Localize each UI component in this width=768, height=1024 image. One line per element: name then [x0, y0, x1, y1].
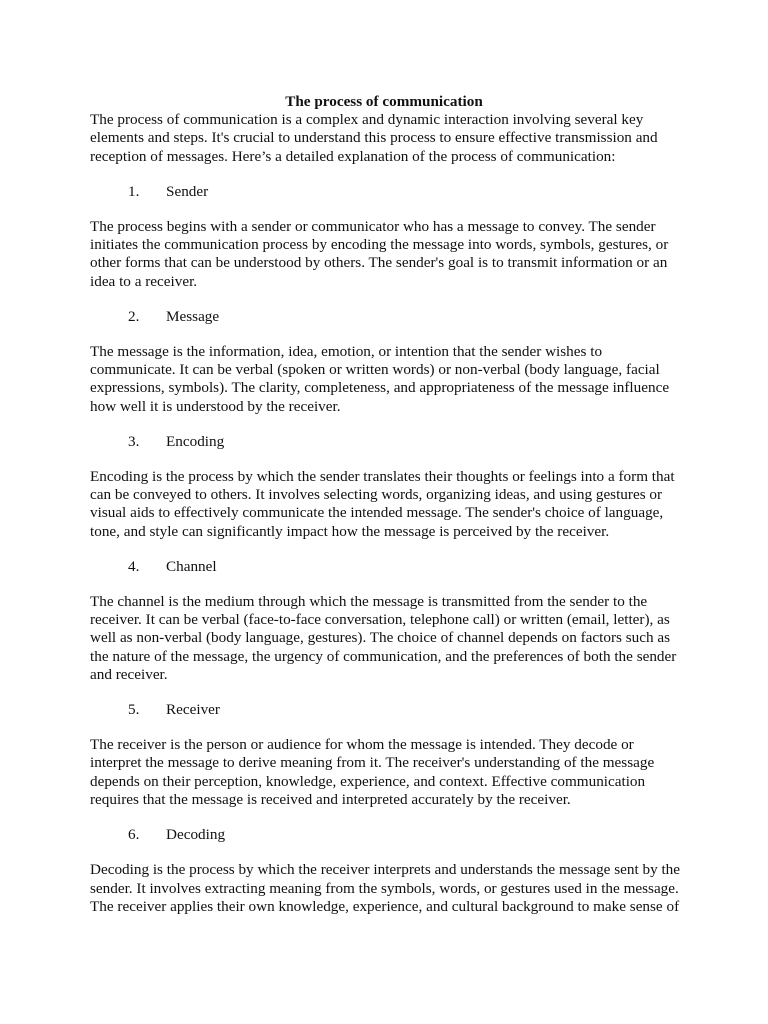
section-title: Message [166, 307, 220, 325]
section-paragraph-sender [90, 218, 690, 291]
paragraph-line: visual aids to effectively communicate the intended message. The sender's choice of language, [90, 504, 664, 522]
paragraph-line: tone, and style can significantly impact how the message is perceived by the receiver. [90, 522, 610, 540]
document-title: The process of communication [285, 93, 483, 110]
section-heading-message [90, 308, 690, 326]
paragraph-line: The receiver applies their own knowledge, experience, and cultural background to make sense of [90, 897, 680, 915]
intro-paragraph [90, 111, 690, 166]
section-paragraph-message [90, 343, 690, 416]
section-heading-receiver [90, 701, 690, 719]
paragraph-line: sender. It involves extracting meaning from the symbols, words, or gestures used in the message. [90, 879, 679, 897]
paragraph-line: other forms that can be understood by others. The sender's goal is to transmit information or an [90, 254, 668, 272]
paragraph-line: Encoding is the process by which the sender translates their thoughts or feelings into a form that [90, 468, 675, 486]
intro-line: elements and steps. It's crucial to understand this process to ensure effective transmission and [90, 129, 658, 147]
intro-line: reception of messages. Here’s a detailed explanation of the process of communication: [90, 147, 616, 165]
section-number: 5. [128, 701, 140, 719]
section-paragraph-encoding [90, 468, 690, 541]
paragraph-line: depends on their perception, knowledge, experience, and context. Effective communication [90, 772, 646, 790]
intro-line: The process of communication is a complex and dynamic interaction involving several key [90, 111, 644, 129]
paragraph-line: expressions, symbols). The clarity, completeness, and appropriateness of the message influence [90, 379, 670, 397]
section-heading-sender [90, 183, 690, 201]
section-number: 3. [128, 432, 140, 450]
section-title: Encoding [166, 432, 225, 450]
paragraph-line: can be conveyed to others. It involves selecting words, organizing ideas, and using gestures or [90, 486, 663, 504]
section-number: 6. [128, 826, 140, 844]
section-title: Sender [166, 182, 209, 200]
paragraph-line: receiver. It can be verbal (face-to-face conversation, telephone call) or written (email, letter), as [90, 611, 670, 629]
section-number: 2. [128, 307, 140, 325]
section-paragraph-channel [90, 593, 690, 684]
paragraph-line: The channel is the medium through which the message is transmitted from the sender to the [90, 593, 648, 611]
section-number: 1. [128, 182, 140, 200]
section-heading-channel [90, 558, 690, 576]
paragraph-line: and receiver. [90, 665, 168, 683]
paragraph-line: Decoding is the process by which the receiver interprets and understands the message sent by the [90, 861, 681, 879]
section-title: Receiver [166, 701, 220, 719]
paragraph-line: well as non-verbal (body language, gestures). The choice of channel depends on factors such as [90, 629, 671, 647]
paragraph-line: the nature of the message, the urgency of communication, and the preferences of both the sender [90, 647, 677, 665]
section-heading-decoding [90, 826, 690, 844]
paragraph-line: initiates the communication process by encoding the message into words, symbols, gestures, or [90, 236, 669, 254]
section-paragraph-decoding [90, 861, 690, 916]
section-number: 4. [128, 557, 140, 575]
document-page [90, 93, 690, 916]
paragraph-line: The process begins with a sender or communicator who has a message to convey. The sender [90, 218, 656, 236]
section-paragraph-receiver [90, 736, 690, 809]
section-title: Decoding [166, 826, 226, 844]
section-title: Channel [166, 557, 217, 575]
paragraph-line: requires that the message is received and interpreted accurately by the receiver. [90, 790, 571, 808]
paragraph-line: how well it is understood by the receiver. [90, 397, 341, 415]
paragraph-line: interpret the message to derive meaning from it. The receiver's understanding of the message [90, 754, 655, 772]
section-heading-encoding [90, 433, 690, 451]
paragraph-line: The message is the information, idea, emotion, or intention that the sender wishes to [90, 343, 603, 361]
paragraph-line: communicate. It can be verbal (spoken or written words) or non-verbal (body language, facial [90, 361, 660, 379]
paragraph-line: The receiver is the person or audience for whom the message is intended. They decode or [90, 736, 634, 754]
paragraph-line: idea to a receiver. [90, 272, 198, 290]
